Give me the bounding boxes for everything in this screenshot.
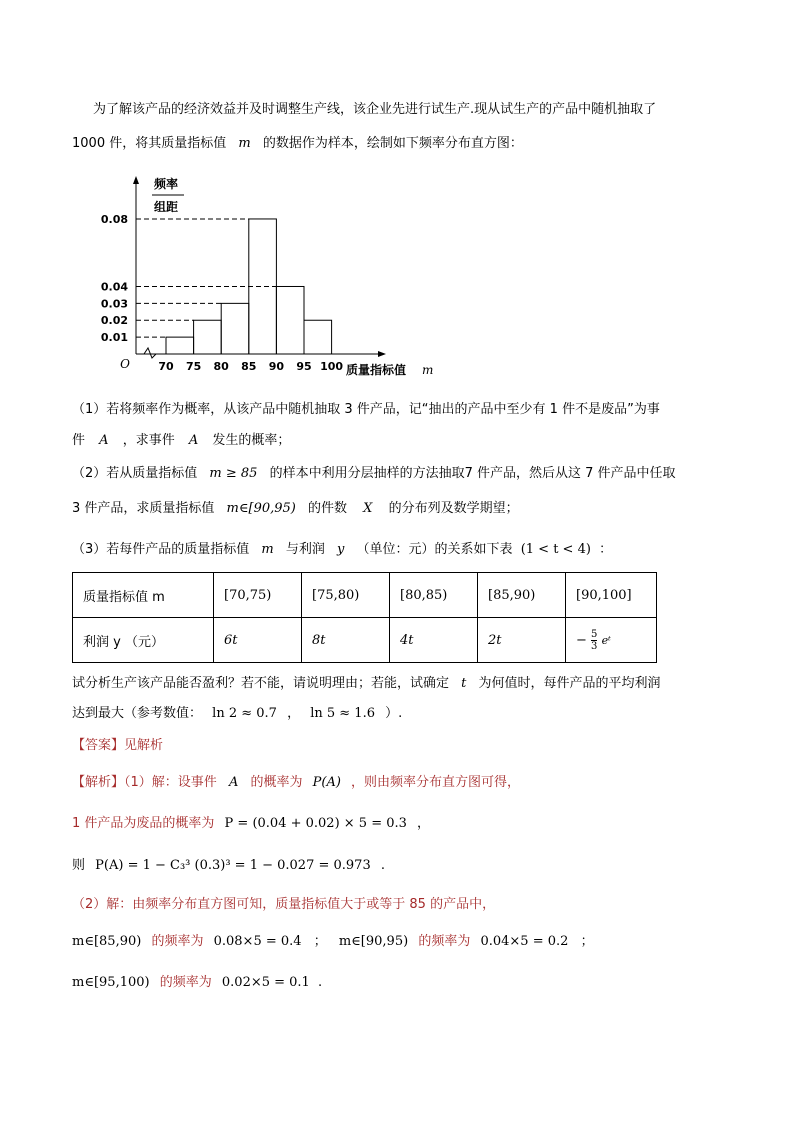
solution-l3-pre: 则: [72, 858, 86, 873]
q2-line-1: [72, 465, 676, 483]
q3-ref-comma: ，: [287, 706, 301, 721]
y-tick-label: 0.02: [100, 314, 128, 328]
x-tick-label: 100: [320, 360, 344, 373]
solution-line-2: [72, 815, 430, 833]
x-tick-label: 90: [268, 360, 285, 373]
q1-pre: 件: [72, 433, 86, 448]
table-cell: [75,80): [302, 573, 390, 618]
table-cell: 8t: [302, 618, 390, 663]
q3-colon: ：: [599, 542, 613, 557]
y-axis-arrow: [133, 176, 139, 184]
minus-sign: −: [576, 632, 587, 648]
q1-line-1: （1）若将频率作为概率，从该产品中随机抽取 3 件产品，记“抽出的产品中至少有 1 件不是废品”为事: [72, 402, 660, 417]
y-tick-label: 0.08: [100, 212, 128, 226]
q1-var-a: A: [99, 433, 109, 448]
q1-line-2: [72, 432, 290, 450]
q3-mid: 与利润: [285, 542, 325, 557]
table-row: [73, 618, 657, 663]
intro-line-2: [72, 135, 523, 153]
table-cell: [80,85): [390, 573, 478, 618]
q3-after-1-pre: 试分析生产该产品能否盈利？若不能，请说明理由；若能，试确定: [72, 676, 450, 691]
table-cell: 4t: [390, 618, 478, 663]
solution-l5-e: m∈[90,95): [338, 934, 409, 949]
intro-line-2-pre: 1000 件，将其质量指标值: [72, 136, 227, 151]
y-tick-label: 0.04: [100, 280, 128, 294]
solution-line-3: [72, 857, 385, 875]
q3-after-1-post: 为何值时，每件产品的平均利润: [478, 676, 661, 691]
solution-l5-h: ；: [580, 934, 594, 949]
q1-mid: ，求事件: [122, 433, 175, 448]
x-axis-arrow: [378, 351, 386, 357]
solution-l5-f: 的频率为: [418, 934, 471, 949]
q3-ref-1: ln 2 ≈ 0.7: [212, 706, 277, 721]
q3-line: [72, 541, 612, 559]
solution-l6-d: .: [317, 975, 323, 990]
q3-after-1-var: t: [461, 676, 467, 691]
solution-l3-eq: P(A) = 1 − C₃³ (0.3)³ = 1 − 0.027 = 0.973: [95, 858, 371, 873]
solution-l5-g: 0.04×5 = 0.2: [480, 934, 569, 949]
q2-cond: m ≥ 85: [209, 466, 258, 481]
table-cell: 质量指标值 m: [73, 573, 214, 618]
origin-label: O: [120, 357, 130, 371]
q2-interval: m∈[90,95): [226, 501, 296, 516]
solution-pa: P(A): [312, 775, 341, 790]
q2-var-x: X: [363, 501, 373, 516]
histogram-bar: [221, 303, 249, 354]
x-tick-label: 85: [241, 360, 257, 373]
q2-post: 的样本中利用分层抽样的方法抽取7 件产品，然后从这 7 件产品中任取: [269, 466, 676, 481]
solution-l5-b: 的频率为: [151, 934, 204, 949]
answer-label: 【答案】见解析: [72, 738, 164, 753]
solution-l2-post: ，: [417, 816, 431, 831]
solution-l1-mid: 的概率为: [250, 775, 303, 790]
x-tick-label: 75: [185, 360, 202, 373]
solution-l2-eq: P = (0.04 + 0.02) × 5 = 0.3: [224, 816, 407, 831]
frequency-histogram: [96, 170, 456, 380]
solution-line-6: [72, 974, 322, 992]
table-cell: [85,90): [478, 573, 566, 618]
solution-l6-b: 的频率为: [159, 975, 212, 990]
fraction: [591, 629, 597, 652]
histogram-bar: [166, 337, 194, 354]
intro-line-1: 为了解该产品的经济效益并及时调整生产线，该企业先进行试生产.现从试生产的产品中随机抽取了: [93, 102, 657, 117]
table-cell: [566, 618, 657, 663]
solution-line-1: [72, 774, 520, 792]
q2-pre2: 3 件产品，求质量指标值: [72, 501, 215, 516]
table-cell: 6t: [214, 618, 302, 663]
histogram-bar: [304, 320, 332, 354]
q3-after-1: [72, 675, 661, 693]
x-tick-label: 80: [213, 360, 229, 373]
histogram-bar: [276, 286, 304, 354]
x-axis-label: 质量指标值: [346, 363, 407, 377]
fraction-num: 5: [591, 628, 598, 640]
q3-post: （单位：元）的关系如下表: [356, 542, 513, 557]
solution-l5-d: ；: [313, 934, 327, 949]
y-tick-label: 0.03: [100, 297, 128, 311]
table-cell: [90,100]: [566, 573, 657, 618]
solution-l1-post: ，则由频率分布直方图可得，: [351, 775, 521, 790]
solution-line-4: （2）解：由频率分布直方图可知，质量指标值大于或等于 85 的产品中，: [72, 897, 496, 912]
solution-label: 【解析】: [72, 775, 125, 790]
solution-var-a: A: [228, 775, 239, 790]
table-row: [73, 573, 657, 618]
exp-term: eᵗ: [601, 633, 611, 647]
q3-range: (1 < t < 4): [520, 542, 591, 557]
q3-pre: （3）若每件产品的质量指标值: [72, 542, 250, 557]
solution-l6-c: 0.02×5 = 0.1: [221, 975, 310, 990]
table-cell: 利润 y （元）: [73, 618, 214, 663]
table-cell: [70,75): [214, 573, 302, 618]
solution-l3-post: .: [380, 858, 386, 873]
q3-ref-2: ln 5 ≈ 1.6: [310, 706, 375, 721]
solution-l5-a: m∈[85,90): [72, 934, 142, 949]
q1-var-a-2: A: [188, 433, 199, 448]
q3-var-y: y: [337, 542, 345, 557]
q2-post2: 的分布列及数学期望；: [388, 501, 519, 516]
q3-after-2: [72, 705, 402, 723]
solution-l2-pre: 1 件产品为废品的概率为: [72, 816, 215, 831]
intro-var-m: m: [238, 136, 251, 151]
fraction-den: 3: [591, 640, 598, 652]
q2-pre: （2）若从质量指标值: [72, 466, 198, 481]
solution-l1-pre: （1）解：设事件: [124, 775, 217, 790]
solution-line-5: [72, 933, 602, 951]
histogram-bar: [194, 320, 222, 354]
profit-table: [72, 572, 657, 663]
q2-mid2: 的件数: [308, 501, 348, 516]
intro-line-2-post: 的数据作为样本，绘制如下频率分布直方图：: [262, 136, 523, 151]
x-tick-label: 95: [296, 360, 312, 373]
solution-l5-c: 0.08×5 = 0.4: [213, 934, 302, 949]
q2-line-2: [72, 500, 519, 518]
q1-post: 发生的概率；: [212, 433, 291, 448]
y-tick-label: 0.01: [100, 331, 128, 345]
y-label-top: 频率: [154, 177, 179, 191]
x-tick-label: 70: [158, 360, 174, 373]
solution-l6-a: m∈[95,100): [72, 975, 150, 990]
q3-after-2-post: ）.: [385, 706, 403, 721]
q3-var-m: m: [261, 542, 274, 557]
y-label-bottom: 组距: [154, 200, 179, 214]
table-cell: 2t: [478, 618, 566, 663]
axis-break: [144, 348, 156, 358]
q3-after-2-pre: 达到最大（参考数值：: [72, 706, 203, 721]
x-axis-label-var: m: [422, 363, 434, 377]
